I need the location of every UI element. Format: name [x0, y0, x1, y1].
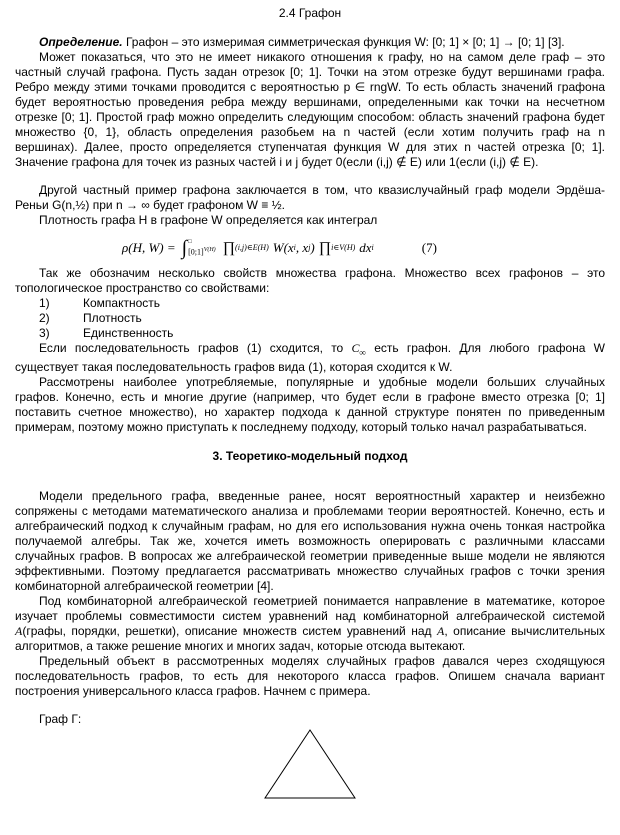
product-sign-vertices: ∏: [318, 240, 332, 256]
comb-geom-text-b: (графы, порядки, решетки), описание множеств систем уравнений над: [22, 624, 437, 639]
paragraph-model-theoretic-intro: Модели предельного графа, введенные ранее, носят вероятностный характер и неизбежно сопряжены с методами математического анализа и проблемами теории вероятностей. Конечно, есть и алгебраический подход к случайным графам, но для его использования нужна очень тонкая настройка получаемой алгебры. Так же, хочется иметь возможность оперировать с различными классами случайных графов. В вопросах же алгебраической геометрии приведенные выше модели не являются эффективными. Поэтому предлагается рассматривать множество случайных графов с точки зрения комбинаторной алгебраической геометрии [4].: [15, 489, 605, 594]
comb-geom-text-a: Под комбинаторной алгебраической геометрией понимается направление в математике, которое изучает проблемы совместимости систем уравнений над комбинаторной алгебраической системой: [15, 594, 605, 624]
integral-domain: [0;1]: [188, 247, 204, 257]
list-number-2: 2): [39, 311, 50, 325]
formula-w-open: W(x: [272, 240, 294, 255]
formula-lhs: ρ(H, W) =: [122, 240, 176, 255]
paragraph-combinatorial-geometry: [15, 594, 605, 654]
equation-number: (7): [421, 240, 437, 255]
integral-scripts: [188, 239, 216, 257]
list-label-2: Плотность: [83, 311, 142, 325]
list-item-3: [15, 326, 605, 341]
integral-subscript: [188, 246, 216, 257]
list-item-1: [15, 296, 605, 311]
c-infinity-subscript: ∞: [359, 347, 366, 358]
list-item-2: [15, 311, 605, 326]
integral-superscript-box: □: [188, 239, 192, 246]
list-label-1: Компактность: [83, 296, 161, 310]
convergence-text-a: Если последовательность графов (1) сходится, то: [39, 341, 352, 355]
c-infinity-var: C: [351, 341, 360, 355]
formula-dx: dx: [359, 240, 372, 255]
formula-w-close: ): [310, 240, 315, 255]
paragraph-erdos-renyi: Другой частный пример графона заключается в том, что квазислучайный граф модели Эрдёша-Реньи G(n,½) при n → ∞ будет графоном W ≡ ½.: [15, 183, 605, 212]
definition-lead: Определение.: [39, 35, 123, 49]
paragraph-models-summary: Рассмотрены наиболее употребляемые, популярные и удобные модели больших случайных графов. Конечно, есть и многие другие (например, что будет если в графоне вместо отрезка [0; 1] поставить счетное множество), но характер подхода к данной структуре понятен по приведенным примерам, поэтому можно приступать к последнему подходу, который только начал разрабатываться.: [15, 375, 605, 435]
triangle-graph-icon: [262, 728, 358, 800]
section-title: 2.4 Графон: [278, 6, 342, 20]
paragraph-graph-as-graphon: Может показаться, что это не имеет никакого отношения к графу, но на самом деле граф – это частный случай графона. Пусть задан отрезок [0; 1]. Точки на этом отрезке будут вершинами графа. Ребро между этими точками проводится с вероятностью p ∈ rngW. То есть область значений графона будет вероятностью проведения ребра между вершинами, определенными как точки на несчетном отрезке [0; 1]. Простой граф можно определить следующим способом: область значений графона будет множество {0, 1}, область определения разобьем на n частей (если хотим получить граф на n вершинах). Далее, просто определяется ступенчатая функция W для этих n частей отрезка [0; 1]. Значение графона для точек из разных частей i и j будет 0(если (i,j) ∉ E) или 1(если (i,j) ∉ E).: [15, 50, 605, 169]
paragraph-density-intro: Плотность графа H в графоне W определяется как интеграл: [39, 213, 378, 227]
list-number-1: 1): [39, 296, 50, 310]
comb-geom-text-c: , описание вычислительных алгоритмов, а также решение многих и многих задач, которые отсюда вытекают.: [15, 624, 605, 654]
convergence-text-b: есть графон. Для любого графона W существует такая последовательность графов вида (1), которая сходится к W.: [15, 341, 605, 375]
integral-domain-exponent: V(H): [203, 247, 216, 254]
formula-sub-i: i: [293, 243, 296, 252]
section3-heading: 3. Теоретико-модельный подход: [212, 449, 408, 464]
integral-symbol: [182, 238, 216, 258]
formula-w-mid: , x: [295, 240, 309, 255]
formula-sub-j: j: [308, 243, 311, 252]
formula-dx-sub: i: [371, 243, 374, 252]
paragraph-graphon-properties: Так же обозначим несколько свойств множества графона. Множество всех графонов – это топологическое пространство со свойствами:: [15, 266, 605, 295]
graph-figure-label: Граф Г:: [39, 712, 82, 727]
list-label-3: Единственность: [83, 326, 174, 340]
paragraph-definition: [15, 35, 605, 50]
paragraph-convergence: [15, 341, 605, 375]
graph-figure: [15, 728, 605, 800]
product-vertices-subscript: i∈V(H): [331, 243, 356, 252]
product-edges-subscript: (i,j)∈E(H): [235, 243, 269, 252]
definition-text: Графон – это измеримая симметрическая функция W: [0; 1] × [0; 1] → [0; 1] [3].: [122, 35, 565, 49]
script-capital-a-2: A: [437, 624, 445, 639]
product-sign-edges: ∏: [222, 240, 236, 256]
paragraph-limit-object: Предельный объект в рассмотренных моделях случайных графов давался через сходящуюся последовательность графов, то есть для некоторого класса графов. Опишем сначала вариант построения универсального класса графов. Начнем с примера.: [15, 654, 605, 699]
list-number-3: 3): [39, 326, 50, 340]
integral-sign: ∫: [181, 237, 188, 259]
formula-7: [15, 238, 605, 258]
script-capital-a-1: A: [15, 624, 23, 639]
